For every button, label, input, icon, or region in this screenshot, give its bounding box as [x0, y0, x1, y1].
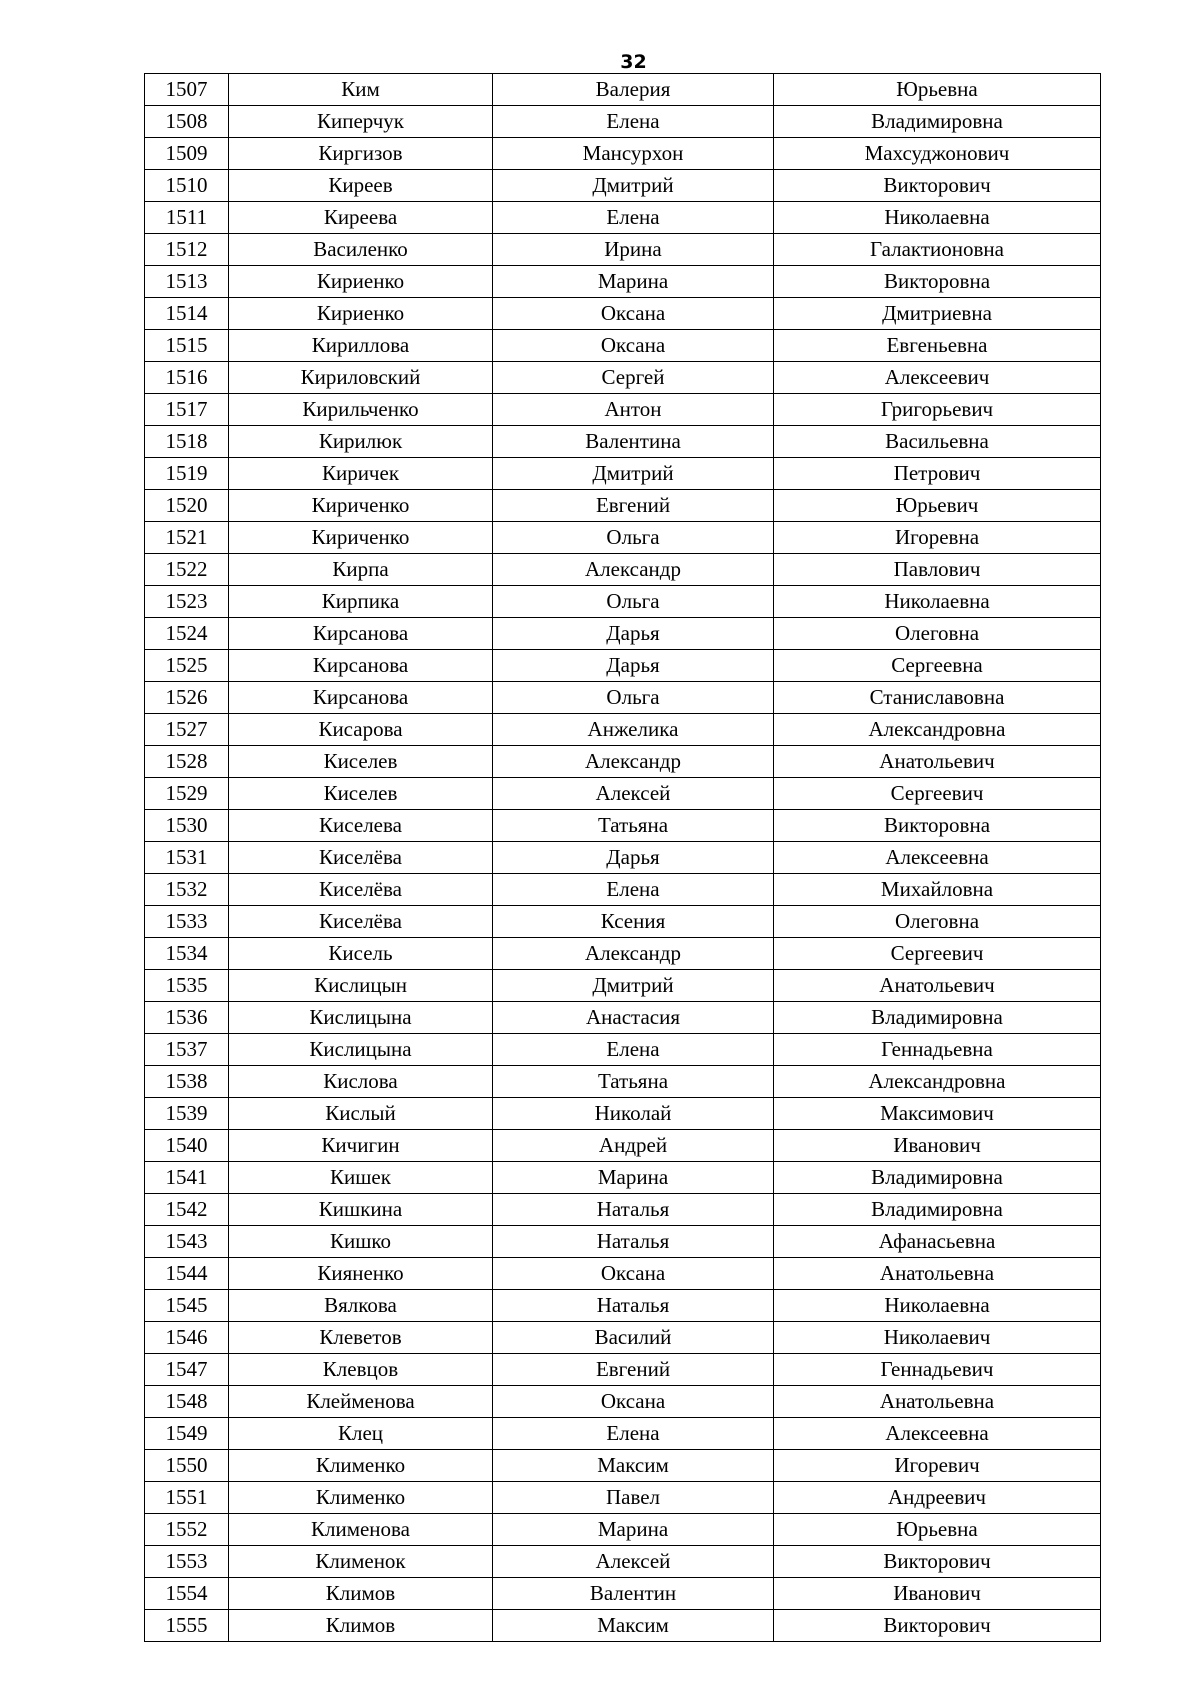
- patronymic-cell: Сергеевич: [774, 778, 1101, 810]
- patronymic-cell: Олеговна: [774, 618, 1101, 650]
- patronymic-cell: Викторович: [774, 1546, 1101, 1578]
- patronymic-cell: Владимировна: [774, 106, 1101, 138]
- last-name-cell: Ким: [229, 74, 493, 106]
- table-row: [145, 1418, 1101, 1450]
- first-name-cell: Марина: [493, 1514, 774, 1546]
- last-name-cell: Кислова: [229, 1066, 493, 1098]
- row-number-cell: 1530: [145, 810, 229, 842]
- row-number-cell: 1526: [145, 682, 229, 714]
- row-number-cell: 1508: [145, 106, 229, 138]
- last-name-cell: Кирсанова: [229, 682, 493, 714]
- patronymic-cell: Викторович: [774, 170, 1101, 202]
- row-number-cell: 1541: [145, 1162, 229, 1194]
- patronymic-cell: Григорьевич: [774, 394, 1101, 426]
- last-name-cell: Кислицына: [229, 1034, 493, 1066]
- first-name-cell: Валентина: [493, 426, 774, 458]
- first-name-cell: Дмитрий: [493, 970, 774, 1002]
- last-name-cell: Киричек: [229, 458, 493, 490]
- patronymic-cell: Николаевна: [774, 586, 1101, 618]
- first-name-cell: Наталья: [493, 1226, 774, 1258]
- last-name-cell: Кишкина: [229, 1194, 493, 1226]
- first-name-cell: Татьяна: [493, 1066, 774, 1098]
- first-name-cell: Елена: [493, 1418, 774, 1450]
- row-number-cell: 1553: [145, 1546, 229, 1578]
- patronymic-cell: Алексеевич: [774, 362, 1101, 394]
- table-row: [145, 1386, 1101, 1418]
- last-name-cell: Кишек: [229, 1162, 493, 1194]
- last-name-cell: Кириллова: [229, 330, 493, 362]
- patronymic-cell: Владимировна: [774, 1002, 1101, 1034]
- last-name-cell: Кисарова: [229, 714, 493, 746]
- first-name-cell: Антон: [493, 394, 774, 426]
- table-row: [145, 458, 1101, 490]
- patronymic-cell: Юрьевич: [774, 490, 1101, 522]
- patronymic-cell: Анатольевна: [774, 1386, 1101, 1418]
- table-row: [145, 202, 1101, 234]
- table-row: [145, 810, 1101, 842]
- last-name-cell: Кирсанова: [229, 650, 493, 682]
- patronymic-cell: Юрьевна: [774, 74, 1101, 106]
- row-number-cell: 1534: [145, 938, 229, 970]
- first-name-cell: Ольга: [493, 682, 774, 714]
- first-name-cell: Максим: [493, 1610, 774, 1642]
- last-name-cell: Киселёва: [229, 906, 493, 938]
- patronymic-cell: Игоревич: [774, 1450, 1101, 1482]
- table-row: [145, 138, 1101, 170]
- first-name-cell: Елена: [493, 106, 774, 138]
- row-number-cell: 1531: [145, 842, 229, 874]
- table-row: [145, 234, 1101, 266]
- last-name-cell: Киселёва: [229, 842, 493, 874]
- first-name-cell: Павел: [493, 1482, 774, 1514]
- patronymic-cell: Геннадьевич: [774, 1354, 1101, 1386]
- first-name-cell: Оксана: [493, 298, 774, 330]
- table-row: [145, 938, 1101, 970]
- first-name-cell: Дарья: [493, 650, 774, 682]
- first-name-cell: Дмитрий: [493, 170, 774, 202]
- table-row: [145, 426, 1101, 458]
- row-number-cell: 1510: [145, 170, 229, 202]
- last-name-cell: Климов: [229, 1610, 493, 1642]
- first-name-cell: Марина: [493, 266, 774, 298]
- last-name-cell: Клеветов: [229, 1322, 493, 1354]
- table-row: [145, 1098, 1101, 1130]
- last-name-cell: Клименко: [229, 1482, 493, 1514]
- first-name-cell: Анжелика: [493, 714, 774, 746]
- patronymic-cell: Андреевич: [774, 1482, 1101, 1514]
- table-row: [145, 522, 1101, 554]
- table-row: [145, 1290, 1101, 1322]
- table-row: [145, 714, 1101, 746]
- first-name-cell: Валентин: [493, 1578, 774, 1610]
- row-number-cell: 1550: [145, 1450, 229, 1482]
- row-number-cell: 1524: [145, 618, 229, 650]
- table-row: [145, 1578, 1101, 1610]
- first-name-cell: Анастасия: [493, 1002, 774, 1034]
- row-number-cell: 1537: [145, 1034, 229, 1066]
- table-row: [145, 1002, 1101, 1034]
- row-number-cell: 1554: [145, 1578, 229, 1610]
- patronymic-cell: Анатольевич: [774, 970, 1101, 1002]
- row-number-cell: 1528: [145, 746, 229, 778]
- patronymic-cell: Алексеевна: [774, 842, 1101, 874]
- last-name-cell: Кирилюк: [229, 426, 493, 458]
- table-row: [145, 746, 1101, 778]
- last-name-cell: Кирсанова: [229, 618, 493, 650]
- table-row: [145, 554, 1101, 586]
- patronymic-cell: Сергеевич: [774, 938, 1101, 970]
- roster-table-body: [145, 74, 1101, 1642]
- first-name-cell: Василий: [493, 1322, 774, 1354]
- first-name-cell: Елена: [493, 202, 774, 234]
- patronymic-cell: Станиславовна: [774, 682, 1101, 714]
- patronymic-cell: Петрович: [774, 458, 1101, 490]
- row-number-cell: 1507: [145, 74, 229, 106]
- table-row: [145, 298, 1101, 330]
- first-name-cell: Алексей: [493, 1546, 774, 1578]
- last-name-cell: Киселев: [229, 778, 493, 810]
- last-name-cell: Климов: [229, 1578, 493, 1610]
- table-row: [145, 1034, 1101, 1066]
- last-name-cell: Кирпа: [229, 554, 493, 586]
- row-number-cell: 1519: [145, 458, 229, 490]
- patronymic-cell: Геннадьевна: [774, 1034, 1101, 1066]
- row-number-cell: 1538: [145, 1066, 229, 1098]
- row-number-cell: 1548: [145, 1386, 229, 1418]
- patronymic-cell: Сергеевна: [774, 650, 1101, 682]
- row-number-cell: 1529: [145, 778, 229, 810]
- row-number-cell: 1517: [145, 394, 229, 426]
- last-name-cell: Кислицына: [229, 1002, 493, 1034]
- row-number-cell: 1549: [145, 1418, 229, 1450]
- first-name-cell: Марина: [493, 1162, 774, 1194]
- patronymic-cell: Иванович: [774, 1130, 1101, 1162]
- last-name-cell: Кишко: [229, 1226, 493, 1258]
- patronymic-cell: Галактионовна: [774, 234, 1101, 266]
- table-row: [145, 650, 1101, 682]
- first-name-cell: Ольга: [493, 522, 774, 554]
- patronymic-cell: Игоревна: [774, 522, 1101, 554]
- table-row: [145, 1194, 1101, 1226]
- patronymic-cell: Васильевна: [774, 426, 1101, 458]
- table-row: [145, 362, 1101, 394]
- last-name-cell: Василенко: [229, 234, 493, 266]
- patronymic-cell: Викторовна: [774, 810, 1101, 842]
- table-row: [145, 490, 1101, 522]
- last-name-cell: Кирильченко: [229, 394, 493, 426]
- first-name-cell: Оксана: [493, 1386, 774, 1418]
- last-name-cell: Киселёва: [229, 874, 493, 906]
- row-number-cell: 1539: [145, 1098, 229, 1130]
- first-name-cell: Ольга: [493, 586, 774, 618]
- row-number-cell: 1543: [145, 1226, 229, 1258]
- patronymic-cell: Александровна: [774, 1066, 1101, 1098]
- row-number-cell: 1535: [145, 970, 229, 1002]
- last-name-cell: Кириченко: [229, 490, 493, 522]
- row-number-cell: 1527: [145, 714, 229, 746]
- first-name-cell: Николай: [493, 1098, 774, 1130]
- first-name-cell: Сергей: [493, 362, 774, 394]
- row-number-cell: 1536: [145, 1002, 229, 1034]
- table-row: [145, 266, 1101, 298]
- first-name-cell: Ирина: [493, 234, 774, 266]
- table-row: [145, 1322, 1101, 1354]
- last-name-cell: Кисель: [229, 938, 493, 970]
- patronymic-cell: Николаевна: [774, 202, 1101, 234]
- last-name-cell: Клейменова: [229, 1386, 493, 1418]
- first-name-cell: Андрей: [493, 1130, 774, 1162]
- first-name-cell: Александр: [493, 746, 774, 778]
- last-name-cell: Киперчук: [229, 106, 493, 138]
- first-name-cell: Оксана: [493, 1258, 774, 1290]
- table-row: [145, 586, 1101, 618]
- patronymic-cell: Максимович: [774, 1098, 1101, 1130]
- table-row: [145, 170, 1101, 202]
- table-row: [145, 906, 1101, 938]
- row-number-cell: 1532: [145, 874, 229, 906]
- patronymic-cell: Павлович: [774, 554, 1101, 586]
- first-name-cell: Наталья: [493, 1290, 774, 1322]
- table-row: [145, 74, 1101, 106]
- first-name-cell: Александр: [493, 938, 774, 970]
- row-number-cell: 1509: [145, 138, 229, 170]
- first-name-cell: Мансурхон: [493, 138, 774, 170]
- page-number: 32: [620, 51, 647, 73]
- table-row: [145, 1514, 1101, 1546]
- last-name-cell: Вялкова: [229, 1290, 493, 1322]
- patronymic-cell: Владимировна: [774, 1162, 1101, 1194]
- table-row: [145, 1482, 1101, 1514]
- last-name-cell: Кирпика: [229, 586, 493, 618]
- first-name-cell: Наталья: [493, 1194, 774, 1226]
- last-name-cell: Кислый: [229, 1098, 493, 1130]
- first-name-cell: Евгений: [493, 490, 774, 522]
- last-name-cell: Киреев: [229, 170, 493, 202]
- first-name-cell: Татьяна: [493, 810, 774, 842]
- patronymic-cell: Алексеевна: [774, 1418, 1101, 1450]
- first-name-cell: Максим: [493, 1450, 774, 1482]
- row-number-cell: 1525: [145, 650, 229, 682]
- row-number-cell: 1516: [145, 362, 229, 394]
- table-row: [145, 874, 1101, 906]
- patronymic-cell: Афанасьевна: [774, 1226, 1101, 1258]
- table-row: [145, 970, 1101, 1002]
- last-name-cell: Кияненко: [229, 1258, 493, 1290]
- last-name-cell: Кириловский: [229, 362, 493, 394]
- table-row: [145, 1546, 1101, 1578]
- first-name-cell: Ксения: [493, 906, 774, 938]
- first-name-cell: Алексей: [493, 778, 774, 810]
- table-row: [145, 618, 1101, 650]
- row-number-cell: 1547: [145, 1354, 229, 1386]
- table-row: [145, 1258, 1101, 1290]
- row-number-cell: 1511: [145, 202, 229, 234]
- last-name-cell: Клевцов: [229, 1354, 493, 1386]
- row-number-cell: 1533: [145, 906, 229, 938]
- row-number-cell: 1542: [145, 1194, 229, 1226]
- table-row: [145, 778, 1101, 810]
- first-name-cell: Оксана: [493, 330, 774, 362]
- row-number-cell: 1545: [145, 1290, 229, 1322]
- first-name-cell: Дарья: [493, 618, 774, 650]
- patronymic-cell: Дмитриевна: [774, 298, 1101, 330]
- patronymic-cell: Николаевна: [774, 1290, 1101, 1322]
- patronymic-cell: Олеговна: [774, 906, 1101, 938]
- row-number-cell: 1522: [145, 554, 229, 586]
- table-row: [145, 1354, 1101, 1386]
- last-name-cell: Киселев: [229, 746, 493, 778]
- row-number-cell: 1521: [145, 522, 229, 554]
- first-name-cell: Дарья: [493, 842, 774, 874]
- row-number-cell: 1540: [145, 1130, 229, 1162]
- patronymic-cell: Иванович: [774, 1578, 1101, 1610]
- patronymic-cell: Николаевич: [774, 1322, 1101, 1354]
- patronymic-cell: Анатольевич: [774, 746, 1101, 778]
- row-number-cell: 1514: [145, 298, 229, 330]
- first-name-cell: Елена: [493, 1034, 774, 1066]
- last-name-cell: Кислицын: [229, 970, 493, 1002]
- table-row: [145, 682, 1101, 714]
- first-name-cell: Валерия: [493, 74, 774, 106]
- row-number-cell: 1546: [145, 1322, 229, 1354]
- table-row: [145, 1450, 1101, 1482]
- patronymic-cell: Михайловна: [774, 874, 1101, 906]
- last-name-cell: Кириенко: [229, 266, 493, 298]
- patronymic-cell: Евгеньевна: [774, 330, 1101, 362]
- roster-table: [144, 73, 1101, 1642]
- row-number-cell: 1518: [145, 426, 229, 458]
- patronymic-cell: Владимировна: [774, 1194, 1101, 1226]
- table-row: [145, 106, 1101, 138]
- row-number-cell: 1520: [145, 490, 229, 522]
- last-name-cell: Клименова: [229, 1514, 493, 1546]
- patronymic-cell: Викторович: [774, 1610, 1101, 1642]
- first-name-cell: Елена: [493, 874, 774, 906]
- patronymic-cell: Анатольевна: [774, 1258, 1101, 1290]
- row-number-cell: 1512: [145, 234, 229, 266]
- last-name-cell: Кириенко: [229, 298, 493, 330]
- row-number-cell: 1513: [145, 266, 229, 298]
- patronymic-cell: Александровна: [774, 714, 1101, 746]
- patronymic-cell: Махсуджонович: [774, 138, 1101, 170]
- table-row: [145, 1162, 1101, 1194]
- last-name-cell: Клец: [229, 1418, 493, 1450]
- first-name-cell: Евгений: [493, 1354, 774, 1386]
- table-row: [145, 394, 1101, 426]
- last-name-cell: Киреева: [229, 202, 493, 234]
- patronymic-cell: Юрьевна: [774, 1514, 1101, 1546]
- last-name-cell: Клименко: [229, 1450, 493, 1482]
- table-row: [145, 330, 1101, 362]
- row-number-cell: 1552: [145, 1514, 229, 1546]
- row-number-cell: 1523: [145, 586, 229, 618]
- last-name-cell: Киселева: [229, 810, 493, 842]
- first-name-cell: Александр: [493, 554, 774, 586]
- table-row: [145, 1226, 1101, 1258]
- last-name-cell: Клименок: [229, 1546, 493, 1578]
- row-number-cell: 1555: [145, 1610, 229, 1642]
- table-row: [145, 842, 1101, 874]
- row-number-cell: 1551: [145, 1482, 229, 1514]
- patronymic-cell: Викторовна: [774, 266, 1101, 298]
- row-number-cell: 1544: [145, 1258, 229, 1290]
- table-row: [145, 1130, 1101, 1162]
- row-number-cell: 1515: [145, 330, 229, 362]
- last-name-cell: Кириченко: [229, 522, 493, 554]
- table-row: [145, 1610, 1101, 1642]
- last-name-cell: Кичигин: [229, 1130, 493, 1162]
- table-row: [145, 1066, 1101, 1098]
- first-name-cell: Дмитрий: [493, 458, 774, 490]
- last-name-cell: Киргизов: [229, 138, 493, 170]
